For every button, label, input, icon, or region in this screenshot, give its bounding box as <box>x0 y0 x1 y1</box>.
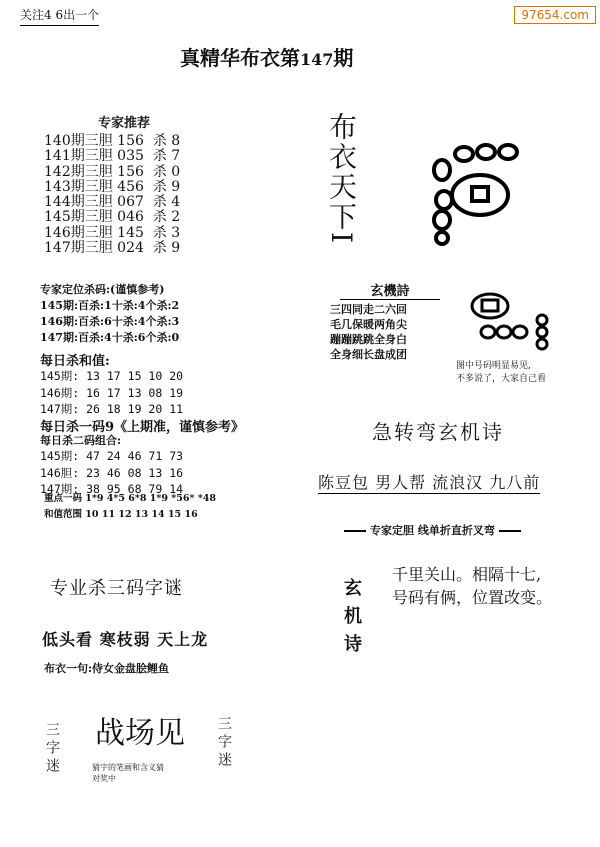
sum-range: 和值范围 10 11 12 13 14 15 16 <box>44 509 198 520</box>
one-code-title: 每日杀一码9《上期准，谨慎参考》 <box>40 420 245 435</box>
follow-note: 关注4 6出一个 <box>20 6 99 26</box>
poem-line: 全身细长盘成团 <box>330 348 407 361</box>
list-item: 146期三胆 145 杀 3 <box>44 224 181 241</box>
title-text: 真精华布衣第 <box>180 46 300 70</box>
list-item: 145期: 47 24 46 71 73 <box>40 449 184 463</box>
list-item: 146胆: 23 46 08 13 16 <box>40 465 184 480</box>
title-suffix: 期 <box>333 46 354 70</box>
riddle-hint <box>92 762 164 784</box>
two-code-title: 每日杀二码组合: <box>40 434 122 447</box>
issue-number: 147 <box>300 50 334 69</box>
riddle-text <box>392 563 552 609</box>
coin-illustration-small <box>462 290 562 356</box>
poem-line: 毛几保暖两角尖 <box>330 318 407 331</box>
list-item: 147期: 26 18 19 20 11 <box>40 402 184 416</box>
list-item: 145期三胆 046 杀 2 <box>44 209 181 226</box>
hint-line: 猜字的笔画和含义猜 <box>92 763 164 772</box>
page-title <box>180 42 353 71</box>
list-item: 142期三胆 156 杀 0 <box>44 163 181 180</box>
list-item: 145期:百杀:1十杀:4个杀:2 <box>40 299 180 312</box>
sums-list <box>40 368 183 418</box>
coin-chain-illustration <box>430 140 540 250</box>
left-vertical-label: 三字迷 <box>44 722 60 776</box>
poem-line: 蹦蹦跳跳全身白 <box>330 333 407 346</box>
note-line: 图中号码明显易见, <box>456 361 531 371</box>
list-item: 146期:百杀:6十杀:4个杀:3 <box>40 315 180 328</box>
illustration-note <box>456 360 586 386</box>
big-riddle: 战场见 <box>95 716 185 751</box>
list-item: 144期三胆 067 杀 4 <box>44 194 181 211</box>
sharp-turn-title: 急转弯玄机诗 <box>372 420 504 444</box>
list-item: 141期三胆 035 杀 7 <box>44 148 181 165</box>
list-item: 146期: 16 17 13 08 19 <box>40 385 184 400</box>
note-line: 不多说了，大家自己看 <box>456 374 547 384</box>
poem-box <box>330 284 450 362</box>
list-item: 140期三胆 156 杀 8 <box>44 133 181 149</box>
riddle-line: 千里关山。相隔十七, <box>392 565 542 584</box>
list-item: 143期三胆 456 杀 9 <box>44 178 181 195</box>
poem-title: 玄機詩 <box>340 284 440 300</box>
list-item: 147期: 38 95 68 79 14 <box>40 482 184 496</box>
sums-title: 每日杀和值: <box>40 354 110 369</box>
site-watermark[interactable]: 97654.com <box>514 6 596 24</box>
expert-banner <box>340 522 525 538</box>
position-title: 专家定位杀码:(谨慎参考) <box>40 283 165 296</box>
riddle-line: 号码有俩，位置改变。 <box>392 588 553 607</box>
position-list <box>40 298 179 346</box>
vertical-title: 布衣天下I <box>325 112 358 246</box>
poem-line: 三四同走二六回 <box>330 303 407 316</box>
expert-list <box>44 134 180 256</box>
pro-kill-title: 专业杀三码字谜 <box>50 578 183 599</box>
list-item: 147期三胆 024 杀 9 <box>44 240 181 257</box>
right-vertical-label: 三字迷 <box>216 716 232 770</box>
focus-code: 重点一码 1*9 4*5 6*8 1*9 *56* *48 <box>44 493 216 504</box>
list-item: 147期:百杀:4十杀:6个杀:0 <box>40 331 180 344</box>
hint-line: 对奖中 <box>92 774 116 783</box>
list-item: 145期: 13 17 15 10 20 <box>40 369 184 383</box>
vertical-poem: 玄机诗 <box>341 578 362 662</box>
banner-text: 专家定胆 线单折直折叉弯 <box>370 524 495 537</box>
expert-title: 专家推荐 <box>98 116 151 131</box>
buyi-sentence: 布衣一句:侍女金盘脍鲤鱼 <box>44 662 170 675</box>
bottom-clues: 低头看 寒枝弱 天上龙 <box>42 630 209 649</box>
riddle-clues: 陈豆包 男人帮 流浪汉 九八前 <box>318 470 540 494</box>
